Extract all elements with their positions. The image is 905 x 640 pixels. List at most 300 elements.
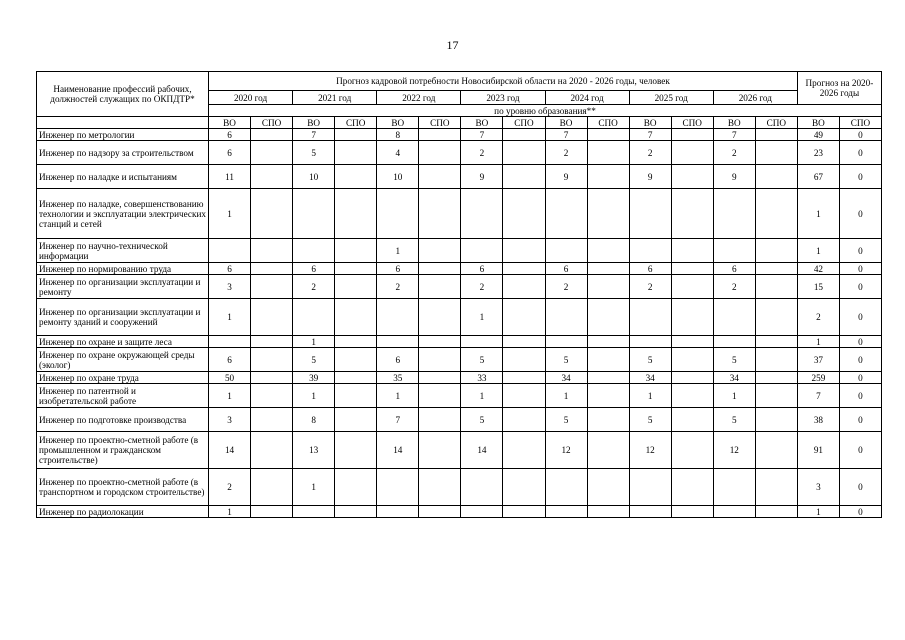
table-row — [37, 432, 882, 469]
value-cell — [377, 506, 419, 518]
table-row — [37, 372, 882, 384]
value-cell: 14 — [377, 432, 419, 469]
value-cell: 7 — [545, 129, 587, 141]
value-cell — [755, 299, 797, 336]
value-cell: 6 — [209, 141, 251, 165]
vo-header: ВО — [293, 117, 335, 129]
table-body — [37, 129, 882, 518]
value-cell: 0 — [839, 506, 881, 518]
value-cell — [713, 506, 755, 518]
value-cell — [209, 336, 251, 348]
value-cell: 35 — [377, 372, 419, 384]
value-cell — [251, 336, 293, 348]
value-cell — [335, 336, 377, 348]
value-cell — [461, 506, 503, 518]
value-cell: 1 — [209, 506, 251, 518]
value-cell — [419, 432, 461, 469]
value-cell — [713, 336, 755, 348]
value-cell — [587, 141, 629, 165]
value-cell — [503, 141, 545, 165]
value-cell: 33 — [461, 372, 503, 384]
value-cell — [587, 299, 629, 336]
value-cell: 5 — [629, 408, 671, 432]
value-cell: 5 — [713, 348, 755, 372]
spo-header: СПО — [503, 117, 545, 129]
spo-header: СПО — [251, 117, 293, 129]
profession-name: Инженер по патентной и изобретательской работе — [37, 384, 209, 408]
value-cell: 8 — [377, 129, 419, 141]
value-cell: 6 — [209, 129, 251, 141]
value-cell: 50 — [209, 372, 251, 384]
year-header: 2022 год — [377, 91, 461, 105]
value-cell — [545, 189, 587, 239]
value-cell — [671, 384, 713, 408]
value-cell — [545, 506, 587, 518]
profession-name: Инженер по радиолокации — [37, 506, 209, 518]
table-row — [37, 165, 882, 189]
table-row — [37, 239, 882, 263]
value-cell — [587, 506, 629, 518]
value-cell — [671, 432, 713, 469]
value-cell — [335, 263, 377, 275]
value-cell — [419, 263, 461, 275]
value-cell — [587, 432, 629, 469]
value-cell: 9 — [629, 165, 671, 189]
value-cell — [545, 336, 587, 348]
vo-header: ВО — [377, 117, 419, 129]
value-cell — [587, 384, 629, 408]
value-cell: 0 — [839, 299, 881, 336]
profession-name: Инженер по проектно-сметной работе (в промышленном и гражданском строительстве) — [37, 432, 209, 469]
value-cell — [755, 336, 797, 348]
value-cell — [335, 129, 377, 141]
value-cell: 49 — [797, 129, 839, 141]
value-cell — [461, 189, 503, 239]
value-cell — [671, 408, 713, 432]
value-cell: 2 — [377, 275, 419, 299]
education-level-header: по уровню образования** — [209, 105, 882, 117]
table-row — [37, 141, 882, 165]
value-cell: 2 — [545, 275, 587, 299]
value-cell: 2 — [629, 141, 671, 165]
table-row — [37, 336, 882, 348]
value-cell — [671, 165, 713, 189]
value-cell — [251, 299, 293, 336]
table-row — [37, 469, 882, 506]
spo-header: СПО — [755, 117, 797, 129]
spo-header: СПО — [671, 117, 713, 129]
value-cell: 0 — [839, 408, 881, 432]
value-cell: 0 — [839, 263, 881, 275]
value-cell — [587, 239, 629, 263]
value-cell — [251, 141, 293, 165]
profession-name: Инженер по организации эксплуатации и ремонту — [37, 275, 209, 299]
value-cell — [755, 263, 797, 275]
value-cell: 10 — [293, 165, 335, 189]
value-cell: 1 — [293, 469, 335, 506]
value-cell — [671, 299, 713, 336]
value-cell — [755, 506, 797, 518]
value-cell: 39 — [293, 372, 335, 384]
table-row — [37, 299, 882, 336]
value-cell — [545, 469, 587, 506]
value-cell: 1 — [209, 189, 251, 239]
value-cell — [755, 275, 797, 299]
value-cell: 2 — [461, 275, 503, 299]
value-cell — [545, 239, 587, 263]
value-cell — [671, 239, 713, 263]
value-cell: 6 — [293, 263, 335, 275]
value-cell: 42 — [797, 263, 839, 275]
page-number: 17 — [446, 38, 459, 52]
value-cell — [251, 263, 293, 275]
profession-name: Инженер по охране труда — [37, 372, 209, 384]
value-cell: 7 — [713, 129, 755, 141]
value-cell: 1 — [209, 299, 251, 336]
year-header: 2021 год — [293, 91, 377, 105]
value-cell — [335, 506, 377, 518]
value-cell — [713, 299, 755, 336]
value-cell: 259 — [797, 372, 839, 384]
value-cell — [335, 469, 377, 506]
value-cell — [629, 189, 671, 239]
value-cell — [755, 384, 797, 408]
value-cell: 1 — [461, 299, 503, 336]
value-cell: 2 — [713, 275, 755, 299]
value-cell: 14 — [461, 432, 503, 469]
value-cell: 0 — [839, 165, 881, 189]
value-cell — [335, 432, 377, 469]
value-cell — [251, 239, 293, 263]
profession-name: Инженер по организации эксплуатации и ремонту зданий и сооружений — [37, 299, 209, 336]
value-cell: 5 — [629, 348, 671, 372]
forecast-title: Прогноз кадровой потребности Новосибирской области на 2020 - 2026 годы, человек — [209, 72, 798, 91]
value-cell — [251, 469, 293, 506]
value-cell: 12 — [629, 432, 671, 469]
value-cell — [755, 165, 797, 189]
value-cell: 11 — [209, 165, 251, 189]
value-cell — [671, 263, 713, 275]
value-cell — [671, 129, 713, 141]
value-cell: 9 — [713, 165, 755, 189]
value-cell — [587, 336, 629, 348]
value-cell — [209, 239, 251, 263]
value-cell: 1 — [797, 336, 839, 348]
value-cell — [251, 275, 293, 299]
value-cell — [293, 506, 335, 518]
value-cell: 5 — [293, 141, 335, 165]
value-cell — [503, 506, 545, 518]
value-cell — [671, 189, 713, 239]
table-row — [37, 263, 882, 275]
value-cell: 6 — [209, 348, 251, 372]
value-cell: 6 — [377, 348, 419, 372]
value-cell: 1 — [797, 239, 839, 263]
value-cell — [503, 469, 545, 506]
profession-name: Инженер по охране окружающей среды (эколог) — [37, 348, 209, 372]
value-cell — [377, 299, 419, 336]
table-row — [37, 348, 882, 372]
value-cell: 6 — [461, 263, 503, 275]
value-cell — [713, 239, 755, 263]
value-cell — [335, 239, 377, 263]
table-row — [37, 275, 882, 299]
value-cell — [335, 408, 377, 432]
vo-header: ВО — [713, 117, 755, 129]
value-cell — [755, 129, 797, 141]
value-cell — [755, 189, 797, 239]
value-cell — [419, 408, 461, 432]
value-cell — [419, 239, 461, 263]
value-cell: 0 — [839, 189, 881, 239]
value-cell — [755, 239, 797, 263]
value-cell: 7 — [377, 408, 419, 432]
value-cell — [335, 348, 377, 372]
name-column-header: Наименование профессий рабочих, должностей служащих по ОКПДТР* — [37, 72, 209, 117]
value-cell: 1 — [377, 239, 419, 263]
value-cell — [419, 189, 461, 239]
value-cell — [671, 141, 713, 165]
value-cell: 2 — [209, 469, 251, 506]
value-cell: 5 — [713, 408, 755, 432]
value-cell: 1 — [545, 384, 587, 408]
value-cell: 91 — [797, 432, 839, 469]
value-cell — [755, 141, 797, 165]
table-row — [37, 408, 882, 432]
value-cell: 2 — [545, 141, 587, 165]
value-cell — [419, 336, 461, 348]
value-cell — [503, 129, 545, 141]
value-cell — [503, 263, 545, 275]
value-cell — [671, 469, 713, 506]
value-cell — [251, 372, 293, 384]
value-cell — [755, 348, 797, 372]
value-cell — [503, 372, 545, 384]
value-cell: 10 — [377, 165, 419, 189]
year-header: 2026 год — [713, 91, 797, 105]
value-cell: 34 — [713, 372, 755, 384]
value-cell: 7 — [293, 129, 335, 141]
value-cell — [587, 372, 629, 384]
spo-header: СПО — [839, 117, 881, 129]
year-header: 2025 год — [629, 91, 713, 105]
profession-name: Инженер по охране и защите леса — [37, 336, 209, 348]
value-cell — [503, 165, 545, 189]
value-cell — [335, 384, 377, 408]
value-cell: 6 — [629, 263, 671, 275]
value-cell — [587, 129, 629, 141]
vo-header: ВО — [461, 117, 503, 129]
value-cell: 1 — [293, 384, 335, 408]
value-cell: 0 — [839, 239, 881, 263]
value-cell: 0 — [839, 432, 881, 469]
value-cell: 6 — [545, 263, 587, 275]
profession-name: Инженер по подготовке производства — [37, 408, 209, 432]
value-cell: 0 — [839, 469, 881, 506]
value-cell: 1 — [797, 189, 839, 239]
value-cell: 8 — [293, 408, 335, 432]
value-cell — [629, 336, 671, 348]
value-cell: 6 — [713, 263, 755, 275]
value-cell — [335, 141, 377, 165]
value-cell — [629, 506, 671, 518]
spo-header: СПО — [587, 117, 629, 129]
vo-header: ВО — [209, 117, 251, 129]
value-cell — [671, 506, 713, 518]
value-cell — [419, 165, 461, 189]
profession-name: Инженер по проектно-сметной работе (в транспортном и городском строительстве) — [37, 469, 209, 506]
value-cell — [545, 299, 587, 336]
value-cell — [503, 299, 545, 336]
table-row — [37, 506, 882, 518]
value-cell — [251, 189, 293, 239]
value-cell: 4 — [377, 141, 419, 165]
value-cell — [503, 348, 545, 372]
profession-name: Инженер по наладке и испытаниям — [37, 165, 209, 189]
profession-name: Инженер по надзору за строительством — [37, 141, 209, 165]
forecast-table — [36, 71, 882, 518]
value-cell — [503, 336, 545, 348]
value-cell: 5 — [545, 348, 587, 372]
table-row — [37, 189, 882, 239]
value-cell: 37 — [797, 348, 839, 372]
value-cell — [461, 239, 503, 263]
value-cell: 7 — [797, 384, 839, 408]
value-cell: 5 — [545, 408, 587, 432]
profession-name: Инженер по научно-технической информации — [37, 239, 209, 263]
value-cell: 2 — [797, 299, 839, 336]
value-cell — [587, 189, 629, 239]
value-cell — [671, 348, 713, 372]
value-cell — [419, 384, 461, 408]
value-cell — [503, 275, 545, 299]
value-cell — [503, 384, 545, 408]
value-cell: 2 — [293, 275, 335, 299]
value-cell — [293, 299, 335, 336]
value-cell — [461, 336, 503, 348]
value-cell — [587, 275, 629, 299]
value-cell: 0 — [839, 275, 881, 299]
vo-header: ВО — [545, 117, 587, 129]
value-cell: 12 — [713, 432, 755, 469]
value-cell: 1 — [209, 384, 251, 408]
value-cell: 1 — [629, 384, 671, 408]
table-row — [37, 384, 882, 408]
value-cell — [335, 189, 377, 239]
vo-header: ВО — [797, 117, 839, 129]
value-cell: 0 — [839, 141, 881, 165]
value-cell — [251, 165, 293, 189]
value-cell: 67 — [797, 165, 839, 189]
value-cell — [251, 384, 293, 408]
value-cell — [671, 372, 713, 384]
year-header: 2024 год — [545, 91, 629, 105]
value-cell: 2 — [461, 141, 503, 165]
spo-header: СПО — [335, 117, 377, 129]
value-cell — [587, 408, 629, 432]
spo-header: СПО — [419, 117, 461, 129]
value-cell — [251, 129, 293, 141]
value-cell — [629, 469, 671, 506]
value-cell — [503, 432, 545, 469]
value-cell — [335, 372, 377, 384]
value-cell — [419, 141, 461, 165]
value-cell: 7 — [461, 129, 503, 141]
value-cell — [293, 239, 335, 263]
value-cell — [251, 432, 293, 469]
value-cell — [335, 299, 377, 336]
value-cell — [503, 408, 545, 432]
value-cell — [587, 263, 629, 275]
value-cell: 1 — [293, 336, 335, 348]
value-cell — [755, 408, 797, 432]
value-cell: 1 — [377, 384, 419, 408]
value-cell — [377, 336, 419, 348]
value-cell — [251, 506, 293, 518]
value-cell — [755, 432, 797, 469]
value-cell — [419, 506, 461, 518]
value-cell: 2 — [713, 141, 755, 165]
value-cell: 38 — [797, 408, 839, 432]
value-cell: 1 — [797, 506, 839, 518]
value-cell — [419, 299, 461, 336]
value-cell: 3 — [209, 275, 251, 299]
value-cell: 0 — [839, 384, 881, 408]
value-cell: 5 — [461, 408, 503, 432]
value-cell — [335, 275, 377, 299]
value-cell: 0 — [839, 336, 881, 348]
value-cell — [377, 469, 419, 506]
value-cell — [419, 469, 461, 506]
total-title: Прогноз на 2020-2026 годы — [797, 72, 881, 105]
value-cell — [503, 239, 545, 263]
value-cell: 34 — [545, 372, 587, 384]
value-cell: 0 — [839, 348, 881, 372]
value-cell — [335, 165, 377, 189]
value-cell — [587, 348, 629, 372]
value-cell: 3 — [209, 408, 251, 432]
value-cell — [755, 372, 797, 384]
value-cell: 5 — [461, 348, 503, 372]
profession-name: Инженер по нормированию труда — [37, 263, 209, 275]
value-cell — [293, 189, 335, 239]
value-cell — [503, 189, 545, 239]
value-cell: 15 — [797, 275, 839, 299]
value-cell: 0 — [839, 372, 881, 384]
profession-name: Инженер по наладке, совершенствованию технологии и эксплуатации электрических станций и сетей — [37, 189, 209, 239]
value-cell: 14 — [209, 432, 251, 469]
table-row — [37, 129, 882, 141]
value-cell — [629, 239, 671, 263]
value-cell: 13 — [293, 432, 335, 469]
value-cell: 9 — [545, 165, 587, 189]
value-cell: 5 — [293, 348, 335, 372]
value-cell: 12 — [545, 432, 587, 469]
year-header: 2020 год — [209, 91, 293, 105]
value-cell — [251, 348, 293, 372]
value-cell — [419, 275, 461, 299]
value-cell — [419, 372, 461, 384]
value-cell: 6 — [377, 263, 419, 275]
value-cell: 6 — [209, 263, 251, 275]
value-cell — [461, 469, 503, 506]
value-cell — [755, 469, 797, 506]
value-cell — [587, 165, 629, 189]
value-cell — [251, 408, 293, 432]
value-cell — [629, 299, 671, 336]
value-cell: 1 — [461, 384, 503, 408]
value-cell: 0 — [839, 129, 881, 141]
